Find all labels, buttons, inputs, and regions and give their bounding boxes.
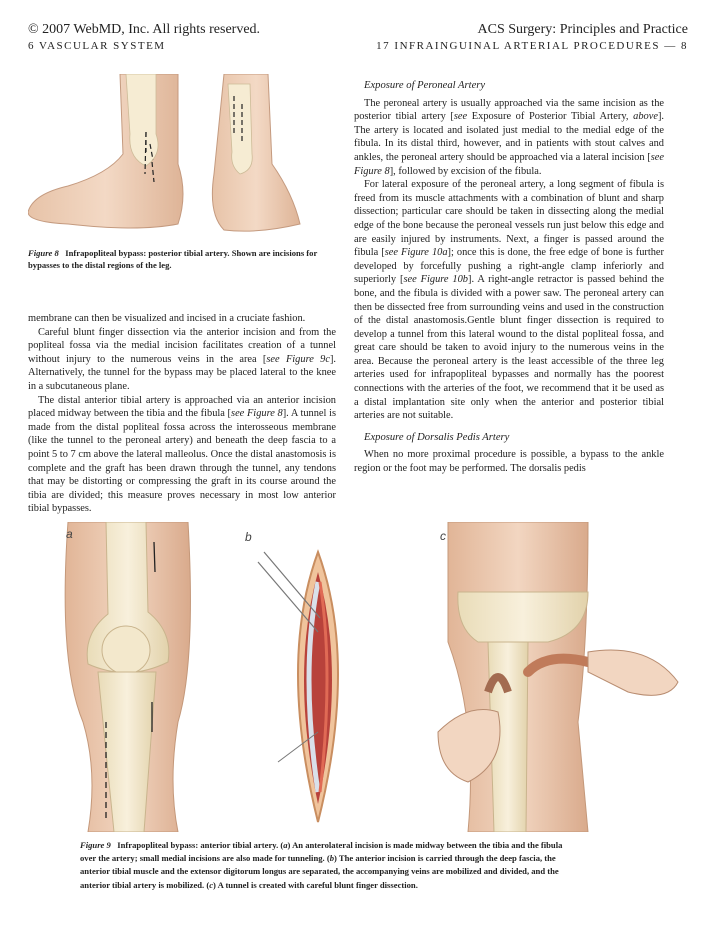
panel-a-leg xyxy=(65,522,190,832)
figure-8-label: Figure 8 xyxy=(28,248,59,258)
running-header-right xyxy=(376,22,688,52)
cross-reference: above xyxy=(633,111,658,123)
panel-label-a: a xyxy=(66,527,73,541)
left-text-column xyxy=(28,312,336,516)
paragraph: When no more proximal procedure is possible, a bypass to the ankle region or the foot may be performed. The dorsalis pedis xyxy=(354,449,664,475)
right-text-column xyxy=(354,77,664,476)
subsection-heading: Exposure of Dorsalis Pedis Artery xyxy=(364,431,510,443)
right-tibia-bone xyxy=(228,84,252,174)
running-header-left xyxy=(28,22,260,52)
paragraph: Careful blunt finger dissection via the anterior incision and from the popliteal fossa via the medial incision facilitates creation of a tunnel without injury to the numerous veins in the area [see Figure 9c]. Alternatively, the tunnel for the bypass may be placed lateral to the knee in a subcutaneous plane. xyxy=(28,326,336,392)
paragraph: The peroneal artery is usually approached via the same incision as the posterior tibial artery [see Exposure of Posterior Tibial Artery, above]. The artery is located and isolated just medial to the medial edge of the fibula. In its distal third, however, and in patients with stout calves and ankles, the peroneal artery should be approached via a lateral incision [see Figure 8], followed by excision of the fibula. xyxy=(354,97,664,177)
paragraph: membrane can then be visualized and incised in a cruciate fashion. xyxy=(28,313,306,324)
figure-reference: see Figure 9c xyxy=(266,353,330,365)
paragraph: For lateral exposure of the peroneal artery, a long segment of fibula is freed from its muscle attachments with a combination of blunt and sharp dissection; particular care should be taken in dissecting along the medial edge of the bone because the peroneal vessels run just below this edge and are easily injured by instruments. Next, a finger is passed around the fibula [see Figure 10a]; once this is done, the free edge of bone is further developed by forcefully pushing a right-angle clamp inferiorly and superiorly [see Figure 10b]. A right-angle retractor is passed behind the bone, and the fibula is divided with a power saw. The peroneal artery can then be dissected free from surrounding veins and used in the construction of the distal anastomosis.Gentle blunt finger dissection is required to develop a tunnel from this lateral wound to the distal popliteal fossa, and great care should be taken to avoid injury to the numerous veins in the area. Because the peroneal artery is the least accessible of the three leg arteries used for infrapopliteal bypasses and normally has the poorest connections with the arteries of the foot, we recommend that it be used as a distal implantation site only when the anterior and posterior tibial arteries are not suitable. xyxy=(354,179,665,422)
figure-reference: see Figure 8 xyxy=(354,151,664,177)
panel-b-incision xyxy=(258,552,338,822)
panel-label-c: c xyxy=(440,529,446,543)
copyright-notice: © 2007 WebMD, Inc. All rights reserved. xyxy=(28,22,261,37)
figure-8-caption-text: Infrapopliteal bypass: posterior tibial artery. Shown are incisions for bypasses to the distal regions of the leg. xyxy=(28,248,318,270)
paragraph: The distal anterior tibial artery is approached via an anterior incision placed midway between the tibia and the fibula [see Figure 8]. A tunnel is made from the distal popliteal fossa across the interosseous membrane (like the tunnel to the peroneal artery) and beneath the deep fascia to a point 5 to 7 cm above the lateral malleolus. Once the distal anastomosis is complete and the graft has been drawn through the tunnel, any tendons that may be distorting or compressing the graft in its course around the tibia are divided; this measure proves necessary in most low anterior tibial bypasses. xyxy=(28,394,337,515)
panel-label-b: b xyxy=(245,530,252,544)
left-foot xyxy=(28,74,183,228)
cross-reference: see xyxy=(453,111,468,123)
figure-reference: see Figure 8 xyxy=(231,408,283,420)
figure-9-caption: Figure 9 Infrapopliteal bypass: anterior tibial artery. (a) An anterolateral incision is made midway between the tibia and the fibula over the artery; small medial incisions are also made for tunneling. (b) The anterior incision is carried through the deep fascia, the anterior tibial muscle and the extensor digitorum longus are separated, the accompanying veins are mobilized and divided, and the anterior tibial artery is mobilized. (c) A tunnel is created with careful blunt finger dissection. xyxy=(80,840,563,890)
figure-9-label: Figure 9 xyxy=(80,840,111,850)
figure-8-illustration xyxy=(28,74,338,246)
book-title: ACS Surgery: Principles and Practice xyxy=(477,22,688,37)
section-label-left: 6 VASCULAR SYSTEM xyxy=(28,40,166,52)
figure-reference: see Figure 10a xyxy=(384,247,448,259)
section-label-right: 17 INFRAINGUINAL ARTERIAL PROCEDURES — 8 xyxy=(376,40,688,52)
figure-8-caption xyxy=(28,247,338,271)
panel-c-tunnel xyxy=(438,522,678,832)
figure-9-illustration xyxy=(28,522,708,832)
figure-reference: see Figure 10b xyxy=(403,274,468,286)
right-foot xyxy=(212,74,300,231)
subsection-heading: Exposure of Peroneal Artery xyxy=(364,80,486,91)
